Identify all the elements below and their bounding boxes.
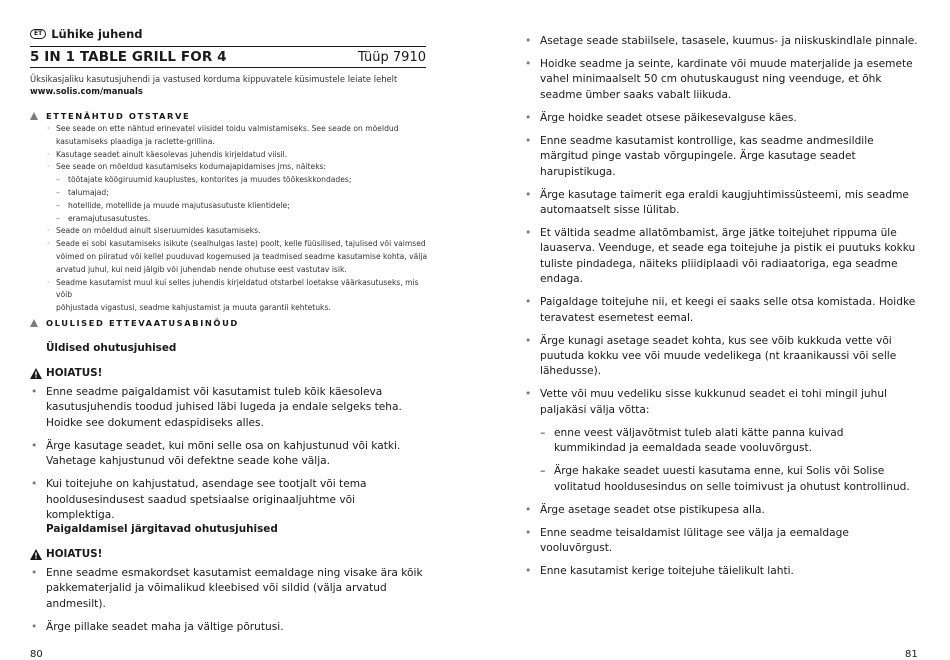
list-item-text: Vette või muu vedeliku sisse kukkunud seadet ei tohi mingil juhul paljakäsi välja võtta:: [540, 388, 887, 416]
list-item-text: Enne seadme kasutamist kontrollige, kas seadme andmesildile märgitud pinge vastab võrgupingele. Ärge kasutage seadet harupistikuga.: [540, 134, 874, 178]
list-item: [525, 503, 918, 518]
bullet-marker: •: [31, 386, 38, 398]
list-item: [525, 295, 918, 326]
bullet-marker: •: [525, 388, 532, 401]
list-item-text: põhjustada vigastusi, seadme kahjustamist ja muuta garantii kehtetuks.: [56, 303, 331, 313]
bullet-marker: ·: [47, 226, 50, 236]
list-item-continuation: [56, 136, 428, 149]
list-item-text: Enne seadme esmakordset kasutamist eemaldage ning visake ära kõik pakkematerjalid ja võimalikud kleebised või sildid (välja arvatud andmesilt).: [46, 567, 423, 610]
list-item: [47, 149, 428, 162]
bullet-marker: ·: [47, 124, 50, 133]
list-item: [525, 134, 918, 180]
list-item: [31, 477, 426, 523]
bullet-marker: •: [525, 134, 532, 147]
list-item-text: arvatud juhul, kui neid jälgib või juhendab nende ohutuse eest vastutav isik.: [56, 264, 347, 274]
warning-text: HOIATUS!: [46, 548, 103, 560]
list-item: [47, 277, 428, 303]
list-item-text: kasutamiseks plaadiga ja raclette-grillina.: [56, 136, 215, 146]
list-item: [525, 111, 918, 126]
list-item: [47, 238, 428, 251]
list-item: [525, 526, 918, 557]
right-safety-list: [525, 34, 918, 587]
list-item: [31, 566, 426, 612]
bullet-marker: ·: [47, 239, 50, 249]
list-item: [31, 385, 426, 431]
installation-safety-heading: Paigaldamisel järgitavad ohutusjuhised: [46, 523, 278, 535]
bullet-marker: ·: [47, 162, 50, 172]
list-item-text: töötajate köögiruumid kauplustes, kontorites ja muudes töökeskkondades;: [68, 175, 352, 185]
bullet-marker: •: [525, 227, 532, 240]
list-item: [525, 188, 918, 219]
section-intended-use-title: ETTENÄHTUD OTSTARVE: [46, 111, 191, 121]
bullet-marker: •: [525, 58, 532, 70]
list-item-text: Paigaldage toitejuhe nii, et keegi ei saaks selle otsa komistada. Hoidke teravatest esemetest eemal.: [540, 296, 916, 324]
title-divider: [30, 67, 426, 68]
sub-list-item: [56, 187, 428, 200]
product-title-row: [30, 46, 426, 65]
intro-sentence: Üksikasjaliku kasutusjuhendi ja vastused korduma kippuvatele küsimustele leiate lehelt: [30, 74, 398, 84]
bullet-marker: •: [525, 565, 532, 578]
language-header: [30, 27, 143, 41]
intended-use-list: [47, 123, 428, 315]
list-item-continuation: [56, 302, 428, 315]
sub-list-item: [56, 174, 428, 187]
bullet-marker: •: [31, 567, 38, 579]
product-title: 5 IN 1 TABLE GRILL FOR 4: [30, 49, 227, 65]
list-item-text: Seade on mõeldud ainult siseruumides kasutamiseks.: [56, 226, 261, 236]
bullet-marker: •: [31, 439, 38, 452]
bullet-marker: •: [525, 503, 532, 516]
product-type: Tüüp 7910: [357, 50, 426, 65]
list-item: [525, 226, 918, 288]
list-item: [47, 161, 428, 174]
right-page: [524, 0, 916, 660]
list-item: [47, 123, 428, 136]
bullet-marker: –: [540, 426, 546, 439]
warning-label-2: [30, 548, 102, 560]
bullet-marker: –: [56, 213, 60, 223]
page-number-left: 80: [30, 649, 43, 660]
section-intended-use: [30, 111, 190, 121]
dash-list-item: [540, 464, 918, 495]
list-item-text: enne veest väljavõtmist tuleb alati kätte panna kuivad kummikindad ja eemaldada seade vooluvõrgust.: [554, 426, 844, 455]
list-item-continuation: [56, 264, 428, 277]
list-item-text: Kasutage seadet ainult käesolevas juhendis kirjeldatud viisil.: [56, 149, 288, 159]
list-item-text: Enne kasutamist kerige toitejuhe täielikult lahti.: [540, 565, 794, 578]
list-item-text: Ärge hakake seadet uuesti kasutama enne, kui Solis või Solise volitatud hooldusesindus on selle toimivust ja ohutust kontrollinud.: [554, 465, 910, 493]
list-item: [31, 620, 426, 635]
language-title: Lühike juhend: [51, 27, 143, 41]
general-safety-heading: Üldised ohutusjuhised: [46, 342, 177, 354]
warning-icon: [30, 549, 42, 560]
intro-text: [30, 73, 426, 97]
left-page: [30, 0, 426, 660]
dash-list-item: [540, 426, 918, 457]
bullet-marker: •: [525, 188, 532, 201]
list-item-text: Ärge pillake seadet maha ja vältige põrutusi.: [46, 620, 284, 633]
section-precautions: [30, 318, 239, 328]
list-item: [525, 564, 918, 579]
warning-triangle-icon: [30, 112, 38, 120]
list-item-text: Seadme kasutamist muul kui selles juhendis kirjeldatud otstarbel loetakse väärkasutuseks, mis võib: [56, 277, 419, 300]
bullet-marker: –: [540, 465, 546, 478]
list-item: [31, 439, 426, 470]
list-item-text: eramajutusasutustes.: [68, 213, 151, 223]
list-item-text: Kui toitejuhe on kahjustatud, asendage see tootjalt või tema hooldusesindusest saadud spetsiaalse originaaljuhtme või komplektiga.: [46, 478, 367, 522]
general-safety-list: [31, 385, 426, 531]
list-item-text: See seade on ette nähtud erinevatel viisidel toidu valmistamiseks. See seade on mõeldud: [56, 124, 399, 133]
list-item: [525, 34, 918, 49]
bullet-marker: •: [525, 111, 532, 124]
list-item-text: Asetage seade stabiilsele, tasasele, kuumus- ja niiskuskindlale pinnale.: [540, 35, 918, 47]
warning-icon: [30, 368, 42, 379]
list-item: [47, 225, 428, 238]
warning-triangle-icon: [30, 319, 38, 327]
manual-url[interactable]: www.solis.com/manuals: [30, 86, 143, 96]
list-item-text: võimed on piiratud või kellel puuduvad kogemused ja teadmised seadme kasutamise kohta, välja: [56, 251, 428, 261]
page-number-right: 81: [905, 649, 918, 660]
warning-text: HOIATUS!: [46, 367, 103, 379]
sub-list-item: [56, 213, 428, 226]
bullet-marker: •: [31, 620, 38, 633]
list-item-text: Ärge kasutage seadet, kui mõni selle osa on kahjustunud või katki. Vahetage kahjustunud või defektne seade kohe välja.: [46, 439, 401, 468]
bullet-marker: –: [56, 200, 60, 210]
bullet-marker: •: [525, 296, 532, 309]
bullet-marker: •: [525, 526, 532, 539]
warning-label: [30, 367, 102, 379]
bullet-marker: •: [31, 478, 38, 491]
bullet-marker: •: [525, 334, 532, 347]
installation-safety-list: [31, 566, 426, 643]
list-item-continuation: [56, 251, 428, 264]
bullet-marker: ·: [47, 149, 50, 159]
list-item-text: Et vältida seadme allatõmbamist, ärge jätke toitejuhet rippuma üle lauaserva. Veenduge, et seade ega toitejuhe ja pistik ei puutuks kokku tuliste pindadega, näiteks pliidiplaadi või radiaatoriga, ega seadme endaga.: [540, 227, 916, 286]
list-item-text: talumajad;: [68, 187, 109, 197]
section-precautions-title: OLULISED ETTEVAATUSABINÕUD: [46, 318, 239, 328]
list-item-text: hotellide, motellide ja muude majutusasutuste klientidele;: [68, 200, 290, 210]
list-item-text: Ärge kasutage taimerit ega eraldi kaugjuhtimissüsteemi, mis seadme automaatselt sisse lülitab.: [540, 188, 909, 217]
list-item-text: See seade on mõeldud kasutamiseks kodumajapidamises jms, näiteks:: [56, 162, 327, 172]
list-item-text: Ärge hoidke seadet otsese päikesevalguse käes.: [540, 111, 797, 124]
list-item-text: Enne seadme paigaldamist või kasutamist tuleb kõik käesoleva kasutusjuhendis toodud juhised läbi lugeda ja endale selgeks teha. Hoidke see dokument edaspidiseks alles.: [46, 386, 402, 429]
language-badge: ET: [30, 29, 46, 39]
list-item: [525, 387, 918, 418]
bullet-marker: ·: [47, 277, 50, 287]
list-item: [525, 334, 918, 380]
list-item-text: Ärge asetage seadet otse pistikupesa alla.: [540, 503, 765, 516]
list-item: [525, 57, 918, 103]
bullet-marker: –: [56, 187, 60, 197]
bullet-marker: –: [56, 175, 60, 185]
list-item-text: Ärge kunagi asetage seadet kohta, kus see võib kukkuda vette või puutuda kokku vee või muude vedelikega (nt kraanikaussi või selle lähedusse).: [540, 334, 897, 378]
list-item-text: Seade ei sobi kasutamiseks isikute (sealhulgas laste) poolt, kelle füüsilised, tajulised või vaimsed: [56, 239, 426, 249]
list-item-text: Enne seadme teisaldamist lülitage see välja ja eemaldage vooluvõrgust.: [540, 526, 849, 555]
sub-list-item: [56, 200, 428, 213]
list-item-text: Hoidke seadme ja seinte, kardinate või muude materjalide ja esemete vahel minimaalselt 50 cm ohutuskaugust ning veenduge, et õhk seadme ümber saaks vabalt liikuda.: [540, 58, 913, 101]
bullet-marker: •: [525, 35, 532, 47]
